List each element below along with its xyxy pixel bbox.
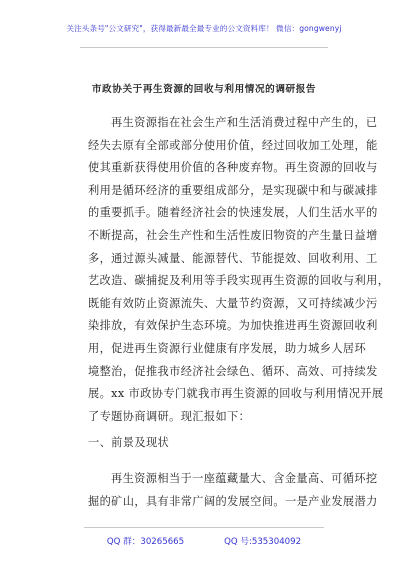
footer-divider xyxy=(84,527,324,528)
body-line: 既能有效防止资源流失、大量节约资源，又可持续减少污 xyxy=(88,297,378,310)
footer-qq-number: QQ 号:535304092 xyxy=(224,537,302,547)
body-line: 染排放，有效保护生态环境。为加快推进再生资源回收利 xyxy=(88,319,378,332)
body-line: 使其重新获得使用价值的各种废弃物。再生资源的回收与 xyxy=(88,161,378,174)
document-title: 市政协关于再生资源的回收与利用情况的调研报告 xyxy=(91,84,317,95)
body-line: 用，促进再生资源行业健康有序发展，助力城乡人居环 xyxy=(88,342,367,355)
body-line: 的重要抓手。随着经济社会的快速发展，人们生活水平的 xyxy=(88,206,378,219)
body-line: 不断提高，社会生产性和生活性废旧物资的产生量日益增 xyxy=(88,229,378,242)
body-line: 利用是循环经济的重要组成部分，是实现碳中和与碳减排 xyxy=(88,184,378,197)
body-line: 再生资源相当于一座蕴藏量大、含金量高、可循环挖 xyxy=(111,472,378,485)
header-banner: 关注头条号"公文研究"，获得最新最全最专业的公文资料库！ 微信：gongwenyj xyxy=(66,24,342,33)
header-divider xyxy=(80,47,328,48)
body-line: 艺改造、碳捕捉及利用等手段实现再生资源的回收与利用， xyxy=(88,274,390,287)
body-line: 再生资源指在社会生产和生活消费过程中产生的，已 xyxy=(111,116,378,129)
body-line: 展。xx 市政协专门就我市再生资源的回收与利用情况开展 xyxy=(88,387,384,400)
body-line: 多，通过源头减量、能源替代、节能提效、回收利用、工 xyxy=(88,252,378,265)
body-line: 掘的矿山，具有非常广阔的发展空间。一是产业发展潜力 xyxy=(88,495,378,508)
footer-qq-group: QQ 群：30265665 xyxy=(106,537,185,547)
footer-contact xyxy=(0,535,408,547)
body-line: 了专题协商调研。现汇报如下： xyxy=(88,410,251,423)
body-line: 经失去原有全部或部分使用价值，经过回收加工处理，能 xyxy=(88,139,378,152)
body-line: 境整治，促推我市经济社会绿色、循环、高效、可持续发 xyxy=(88,365,378,378)
section-heading: 一、前景及现状 xyxy=(88,436,170,449)
